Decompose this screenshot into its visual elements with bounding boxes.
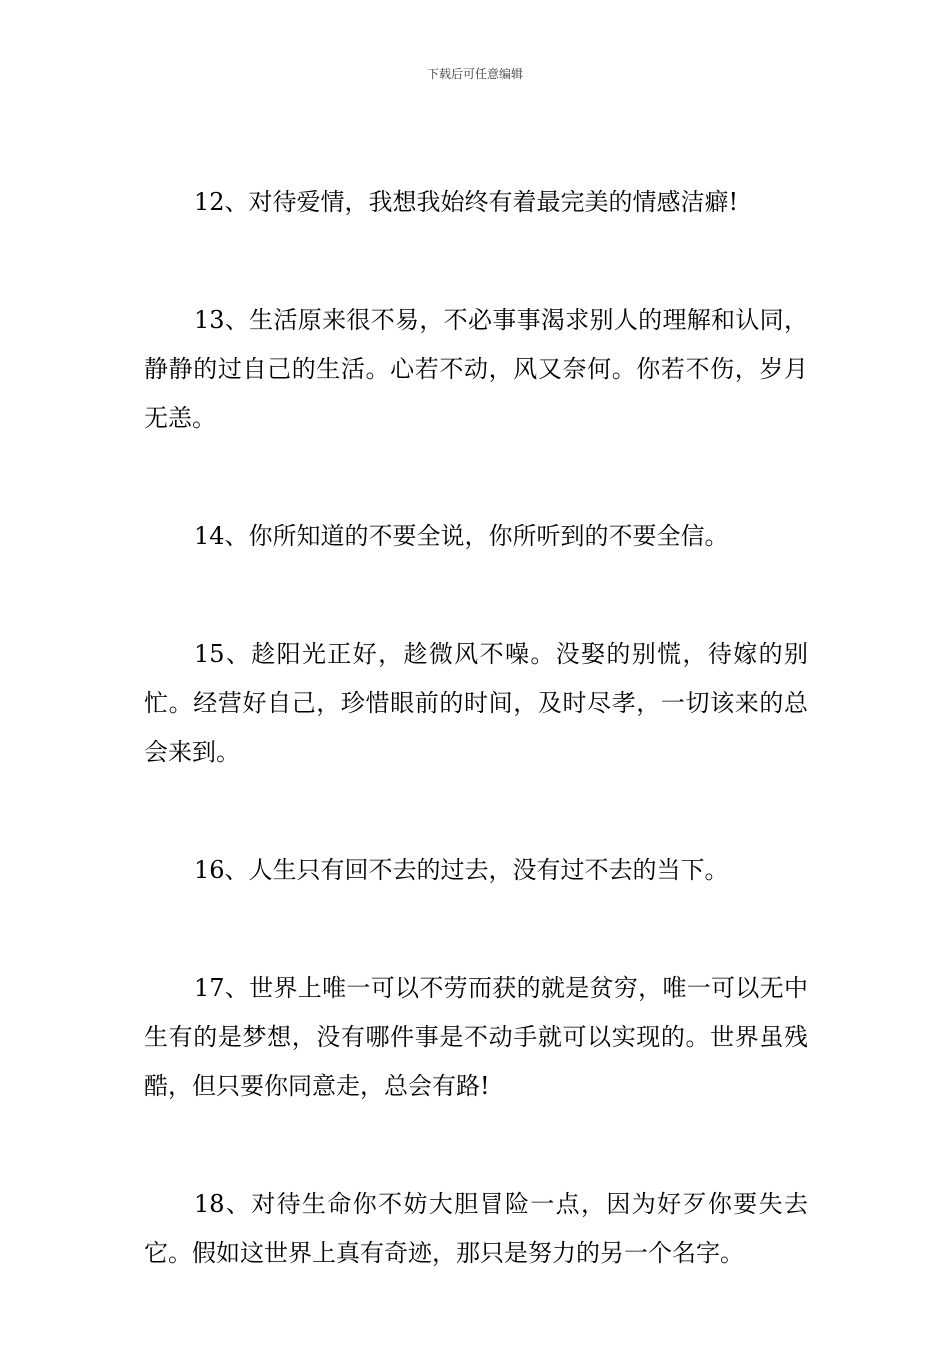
page-header: 下载后可任意编辑	[426, 67, 523, 81]
paragraph-18: 18、对待生命你不妨大胆冒险一点，因为好歹你要失去它。假如这世界上真有奇迹，那只是努力的另一个名字。	[144, 1190, 808, 1267]
document-body	[144, 178, 808, 1347]
paragraph-15: 15、趁阳光正好，趁微风不噪。没娶的别慌，待嫁的别忙。经营好自己，珍惜眼前的时间，及时尽孝，一切该来的总会来到。	[144, 640, 808, 766]
paragraph-14: 14、你所知道的不要全说，你所听到的不要全信。	[194, 522, 729, 550]
paragraph-13: 13、生活原来很不易，不必事事渴求别人的理解和认同，静静的过自己的生活。心若不动，风又奈何。你若不伤，岁月无恙。	[144, 306, 808, 432]
paragraph-16: 16、人生只有回不去的过去，没有过不去的当下。	[194, 856, 729, 884]
paragraph-12: 12、对待爱情，我想我始终有着最完美的情感洁癖!	[194, 188, 739, 216]
paragraph-17: 17、世界上唯一可以不劳而获的就是贫穷，唯一可以无中生有的是梦想，没有哪件事是不动手就可以实现的。世界虽残酷，但只要你同意走，总会有路!	[144, 974, 808, 1100]
